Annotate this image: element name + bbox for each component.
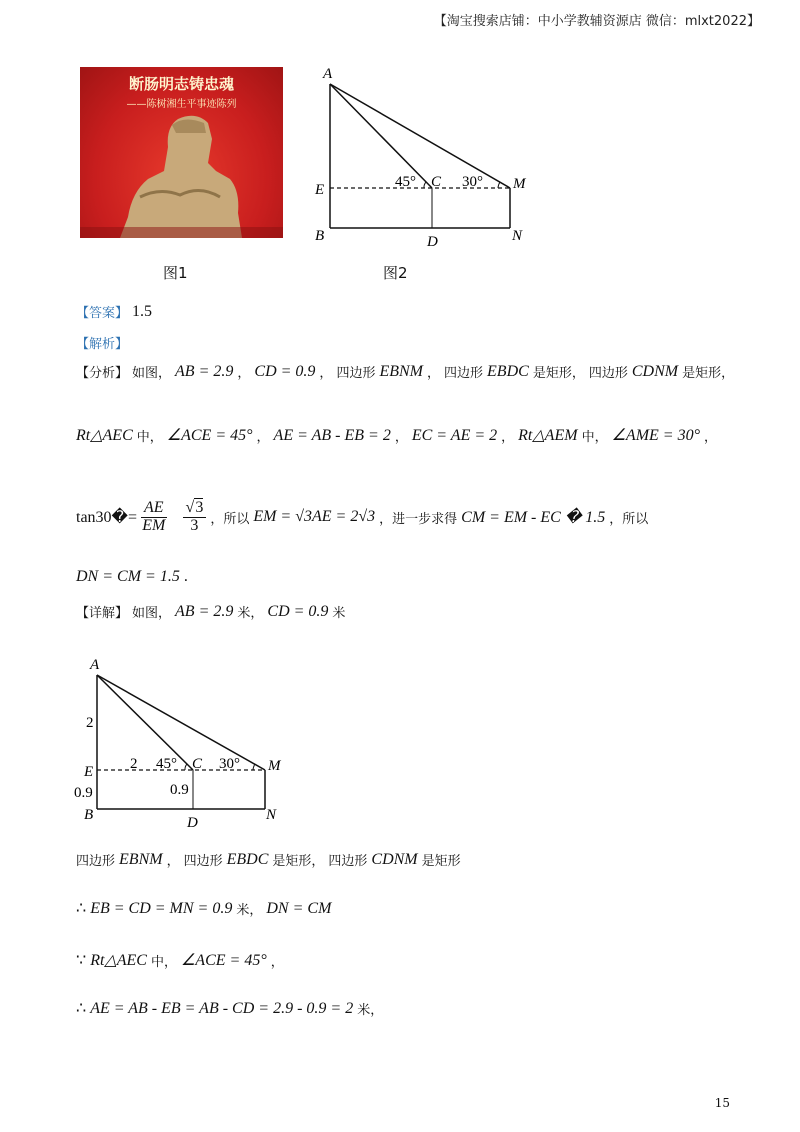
math-cd: CD = 0.9	[267, 603, 329, 620]
answer-tag: 【答案】	[76, 306, 129, 321]
text: 如图，	[132, 366, 172, 381]
detail-diagram	[70, 655, 300, 830]
answer-value: 1.5	[132, 303, 153, 320]
math-angle-ace: ∠ACE = 45°	[180, 952, 267, 969]
label-D: D	[427, 234, 438, 250]
math-angle-ace: ∠ACE = 45°	[166, 427, 253, 444]
detail-line-2	[76, 850, 461, 869]
comma: ，	[237, 366, 251, 381]
analysis-subtag: 【分析】	[76, 366, 129, 381]
text: 米	[332, 606, 346, 621]
numerator: AE	[141, 500, 167, 518]
math-ebnm: EBNM	[379, 363, 423, 380]
detail-angle-45: 45°	[156, 756, 177, 772]
text: 米，	[357, 1003, 384, 1018]
math-cdnm: CDNM	[631, 363, 679, 380]
figure1-subtitle: ——陈树湘生平事迹陈列	[126, 99, 237, 110]
comma: ，	[704, 430, 718, 445]
text: 四边形	[336, 366, 376, 381]
answer-line	[76, 302, 152, 321]
figure1-caption: 图1	[163, 264, 188, 282]
text: 是矩形	[421, 854, 461, 869]
figure2-diagram	[305, 60, 545, 260]
because-symbol: ∵	[76, 952, 87, 969]
denominator: 3	[190, 516, 199, 534]
fraction-sqrt3-3	[183, 500, 207, 535]
text: 四边形	[444, 366, 484, 381]
text: 四边形	[183, 854, 223, 869]
comma: ，	[270, 955, 284, 970]
text: 中，	[150, 955, 177, 970]
denominator: EM	[142, 516, 166, 534]
analysis-line-2	[76, 425, 717, 445]
detail-label-E: E	[84, 764, 94, 780]
detail-length-cd: 0.9	[170, 782, 189, 798]
label-N: N	[512, 228, 523, 244]
therefore-symbol: ∴	[76, 900, 87, 917]
detail-label-B: B	[84, 807, 94, 823]
angle-45-label: 45°	[395, 174, 416, 190]
detail-label-M: M	[268, 758, 281, 774]
math-tan30: tan30�=	[76, 509, 137, 527]
detail-length-eb: 0.9	[74, 785, 93, 801]
comma: ，	[319, 366, 333, 381]
math-ebnm: EBNM	[119, 851, 163, 868]
math-dn: DN = CM = 1.5	[76, 568, 180, 585]
analysis-heading	[76, 333, 128, 352]
math-em: EM = √3AE = 2√3	[253, 508, 376, 526]
numerator: √3	[183, 500, 207, 518]
detail-tag: 【详解】	[76, 606, 129, 621]
text: 米，	[236, 903, 263, 918]
text: 是矩形，	[532, 366, 585, 381]
math-ebdc: EBDC	[487, 363, 529, 380]
detail-label-N: N	[266, 807, 277, 823]
text: 如图，	[132, 606, 172, 621]
text: 四边形	[76, 854, 116, 869]
detail-label-D: D	[187, 815, 198, 830]
text: 米，	[237, 606, 264, 621]
detail-length-ec: 2	[130, 756, 138, 772]
math-cdnm: CDNM	[371, 851, 418, 868]
detail-label-A: A	[90, 657, 100, 673]
therefore-symbol: ∴	[76, 1000, 87, 1017]
comma: ，	[166, 854, 180, 869]
analysis-line-1	[76, 362, 734, 381]
math-ae: AE = AB - EB = 2	[273, 427, 391, 444]
radicand: 3	[195, 499, 204, 516]
label-A: A	[323, 66, 333, 82]
detail-label-C: C	[192, 756, 203, 772]
math-rt-aem: Rt△AEM	[518, 427, 578, 444]
math-ebdc: EBDC	[226, 851, 269, 868]
comma: ，	[256, 430, 270, 445]
figure2-caption: 图2	[383, 264, 408, 282]
detail-line-4	[76, 950, 284, 970]
math-ae-calc: AE = AB - EB = AB - CD = 2.9 - 0.9 = 2	[90, 1000, 354, 1017]
math-cm: CM = EM - EC � 1.5	[461, 509, 606, 527]
detail-angle-30: 30°	[219, 756, 240, 772]
angle-30-label: 30°	[462, 174, 483, 190]
text: 是矩形，	[272, 854, 325, 869]
text: ，进一步求得	[379, 511, 458, 527]
comma: ，	[501, 430, 515, 445]
text: 是矩形，	[682, 366, 735, 381]
analysis-tag: 【解析】	[76, 337, 129, 352]
text: ，所以	[609, 511, 649, 527]
text: 中，	[581, 430, 608, 445]
page-header: 【淘宝搜索店铺：中小学教辅资源店 微信：mlxt2022】	[433, 14, 760, 29]
math-angle-ame: ∠AME = 30°	[611, 427, 700, 444]
text: 四边形	[588, 366, 628, 381]
math-rt-aec: Rt△AEC	[76, 427, 133, 444]
text: ，所以	[210, 511, 250, 527]
comma: ，	[394, 430, 408, 445]
detail-line-5	[76, 998, 383, 1018]
page-number: 15	[714, 1096, 730, 1110]
label-C: C	[431, 174, 442, 190]
statue-bust-image	[80, 67, 283, 238]
math-ab: AB = 2.9	[175, 363, 234, 380]
label-E: E	[315, 182, 325, 198]
label-M: M	[513, 176, 526, 192]
text: .	[183, 568, 188, 585]
detail-length-ae: 2	[86, 715, 94, 731]
math-ab: AB = 2.9	[175, 603, 234, 620]
text: 中，	[136, 430, 163, 445]
detail-line-3	[76, 898, 331, 918]
analysis-line-4	[76, 568, 188, 586]
math-rt-aec: Rt△AEC	[90, 952, 147, 969]
math-ec: EC = AE = 2	[411, 427, 498, 444]
detail-line-1	[76, 602, 345, 621]
math-dn-cm: DN = CM	[266, 900, 332, 917]
analysis-line-3	[76, 500, 648, 535]
figure1-photo	[80, 67, 283, 238]
text: 四边形	[328, 854, 368, 869]
figure1-title: 断肠明志铸忠魂	[128, 75, 234, 93]
label-B: B	[315, 228, 325, 244]
comma: ，	[427, 366, 441, 381]
math-eb-cd-mn: EB = CD = MN = 0.9	[90, 900, 233, 917]
fraction-ae-em	[141, 500, 167, 535]
math-cd: CD = 0.9	[254, 363, 316, 380]
